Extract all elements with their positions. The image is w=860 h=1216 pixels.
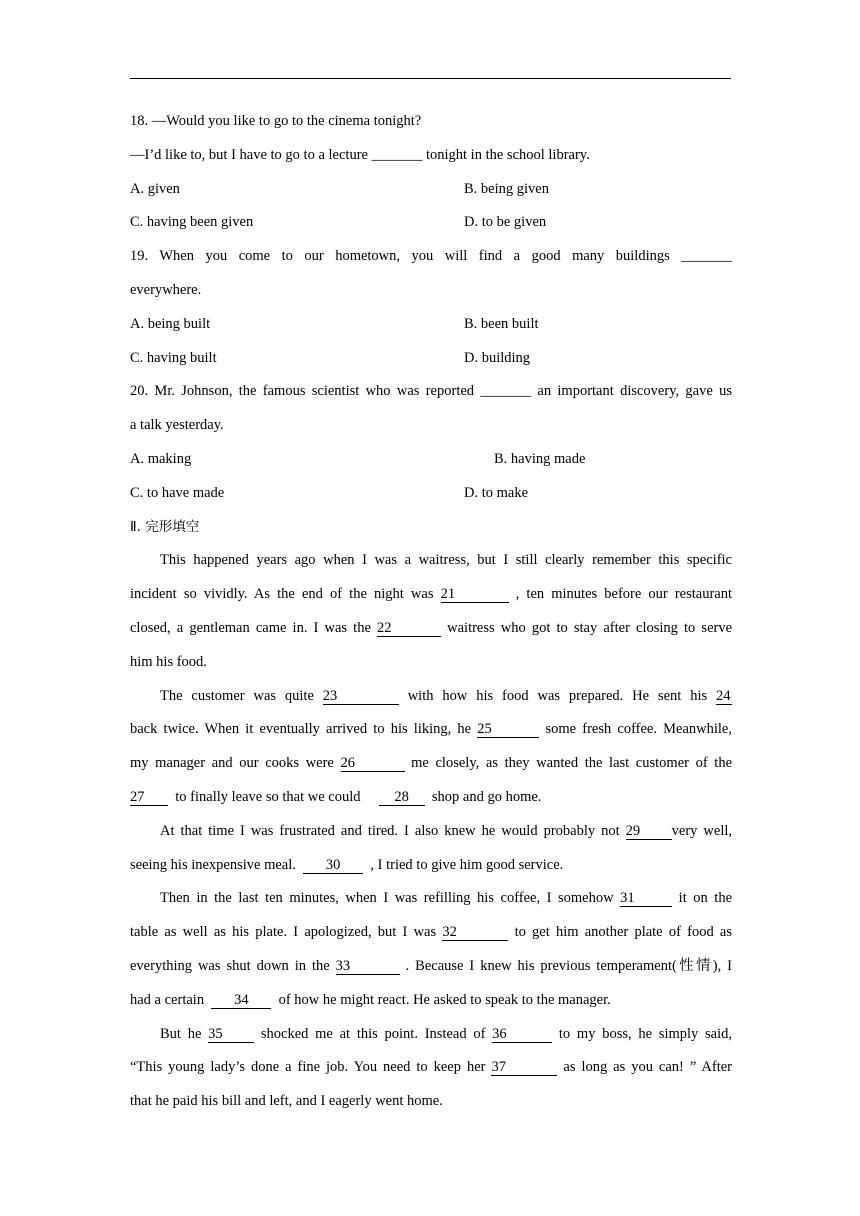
question-20-options-row-2 xyxy=(130,477,732,511)
blank-21[interactable]: 21 xyxy=(441,586,509,603)
passage-p1-line-3: closed, a gentleman came in. I was the 22 waitress who got to stay after closing to serve xyxy=(130,619,732,636)
passage-p2-line-3: my manager and our cooks were 26 me closely, as they wanted the last customer of the xyxy=(130,755,732,772)
document-body xyxy=(130,105,732,1119)
passage-p2-line-2: back twice. When it eventually arrived to his liking, he 25 some fresh coffee. Meanwhile, xyxy=(130,721,732,738)
passage-p2-line-1: The customer was quite 23 with how his food was prepared. He sent his 24 xyxy=(160,687,731,704)
question-20-line-2: a talk yesterday. xyxy=(130,417,224,434)
option-b: B. been built xyxy=(464,315,539,332)
passage-p1-line-1: This happened years ago when I was a waitress, but I still clearly remember this specific xyxy=(160,552,732,569)
blank-36[interactable]: 36 xyxy=(492,1026,552,1043)
question-19-options-row-2 xyxy=(130,342,732,376)
blank-32[interactable]: 32 xyxy=(442,924,508,941)
blank-33[interactable]: 33 xyxy=(336,958,400,975)
passage-p1-line-2: incident so vividly. As the end of the night was 21 , ten minutes before our restaurant xyxy=(130,586,732,603)
blank-22[interactable]: 22 xyxy=(377,620,441,637)
section-title: Ⅱ. 完形填空 xyxy=(130,518,200,535)
blank-34[interactable]: 34 xyxy=(211,992,271,1009)
blank-37[interactable]: 37 xyxy=(491,1059,557,1076)
option-a: A. given xyxy=(130,180,180,197)
passage-p4-line-1: Then in the last ten minutes, when I was refilling his coffee, I somehow 31 it on the xyxy=(160,890,732,907)
blank-28[interactable]: 28 xyxy=(379,789,425,806)
question-19-options-row-1 xyxy=(130,308,732,342)
question-20-options-row-1 xyxy=(130,443,732,477)
passage-p5-line-2: “This young lady’s done a fine job. You need to keep her 37 as long as you can! ” After xyxy=(130,1059,732,1076)
blank-23[interactable]: 23 xyxy=(323,688,399,705)
question-19-line-1: 19. When you come to our hometown, you will find a good many buildings _______ xyxy=(130,248,732,265)
option-a: A. being built xyxy=(130,315,211,332)
blank-35[interactable]: 35 xyxy=(208,1026,254,1043)
blank-30[interactable]: 30 xyxy=(303,857,363,874)
option-d: D. building xyxy=(464,349,531,366)
passage-p1-line-4: him his food. xyxy=(130,653,207,670)
passage-p2-line-4: 27 to finally leave so that we could 28 shop and go home. xyxy=(130,788,542,805)
passage-p4-line-4: had a certain 34 of how he might react. He asked to speak to the manager. xyxy=(130,991,611,1008)
blank-29[interactable]: 29 xyxy=(626,823,672,840)
question-20-line-1: 20. Mr. Johnson, the famous scientist who was reported _______ an important discovery, gave us xyxy=(130,383,732,400)
question-18-line-2: —I’d like to, but I have to go to a lecture _______ tonight in the school library. xyxy=(130,146,590,163)
passage-p3-line-1: At that time I was frustrated and tired. I also knew he would probably not 29 very well, xyxy=(160,822,732,839)
blank-26[interactable]: 26 xyxy=(341,755,405,772)
passage-p5-line-1: But he 35 shocked me at this point. Instead of 36 to my boss, he simply said, xyxy=(160,1025,732,1042)
passage-p4-line-2: table as well as his plate. I apologized, but I was 32 to get him another plate of food as xyxy=(130,924,732,941)
question-18-options-row-1 xyxy=(130,173,732,207)
question-18-options-row-2 xyxy=(130,206,732,240)
passage-p5-line-3: that he paid his bill and left, and I eagerly went home. xyxy=(130,1093,443,1110)
blank-31[interactable]: 31 xyxy=(620,890,672,907)
passage-p4-line-3: everything was shut down in the 33 . Because I knew his previous temperament(性情), I xyxy=(130,957,732,974)
option-b: B. being given xyxy=(464,180,549,197)
option-c: C. having built xyxy=(130,349,217,366)
passage-p3-line-2: seeing his inexpensive meal. 30 , I tried to give him good service. xyxy=(130,856,564,873)
option-b: B. having made xyxy=(494,450,586,467)
option-c: C. having been given xyxy=(130,214,254,231)
option-d: D. to make xyxy=(464,484,529,501)
blank-25[interactable]: 25 xyxy=(477,721,539,738)
blank-27[interactable]: 27 xyxy=(130,789,168,806)
question-19-line-2: everywhere. xyxy=(130,281,202,298)
option-d: D. to be given xyxy=(464,214,547,231)
option-a: A. making xyxy=(130,450,192,467)
question-18-line-1: 18. —Would you like to go to the cinema tonight? xyxy=(130,113,422,129)
header-rule xyxy=(130,78,731,79)
option-c: C. to have made xyxy=(130,484,225,501)
blank-24[interactable]: 24 xyxy=(716,687,731,704)
